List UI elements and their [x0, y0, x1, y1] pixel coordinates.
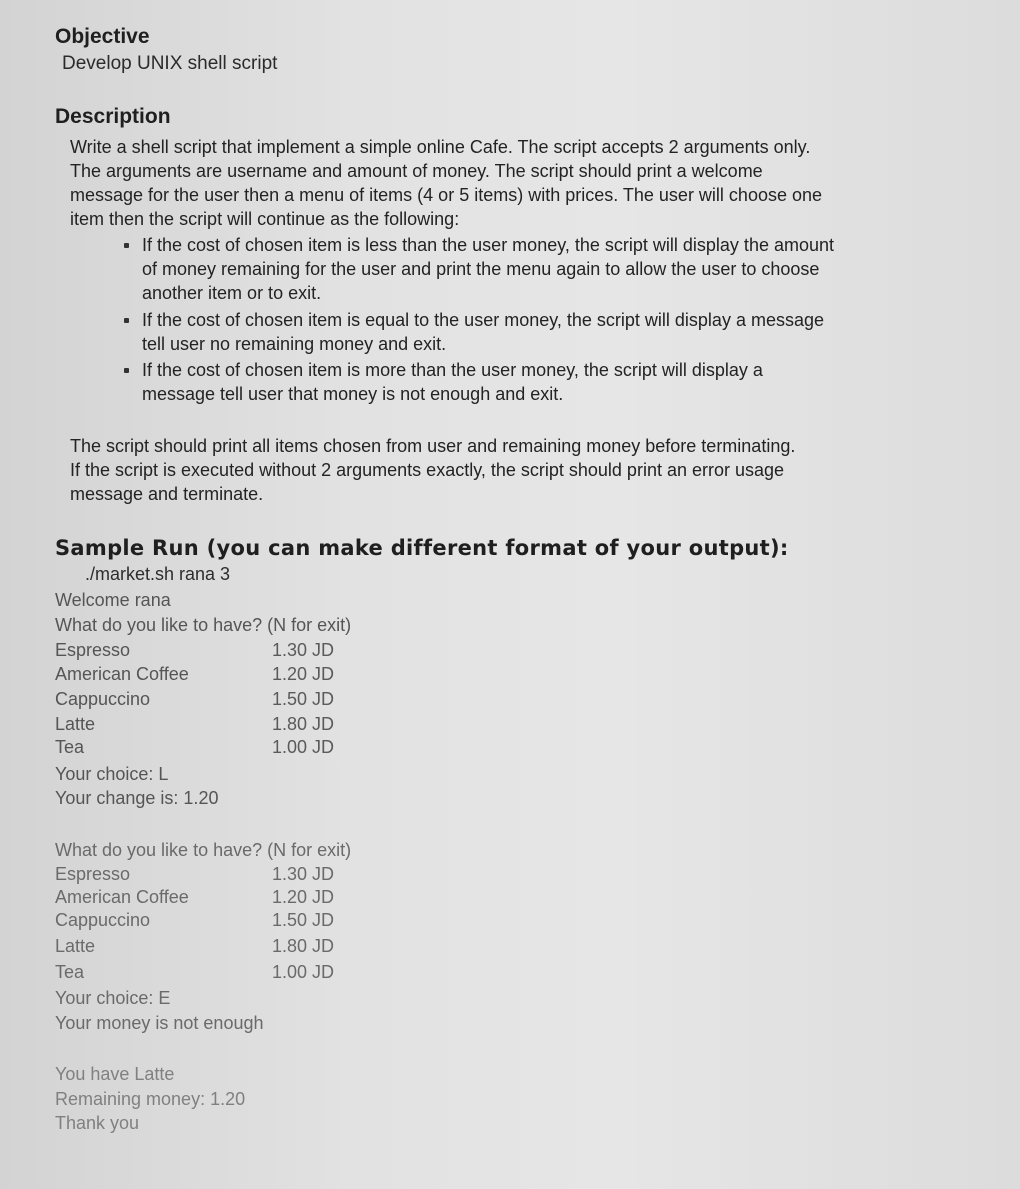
bullet-line: another item or to exit. — [142, 283, 322, 303]
sample-run-title: Sample Run (you can make different format of your output): — [55, 536, 789, 560]
menu-item-price: 1.30 JD — [272, 640, 335, 660]
menu-item-price: 1.50 JD — [272, 689, 335, 709]
prompt-line: What do you like to have? (N for exit) — [55, 840, 352, 860]
bullet-line: If the cost of chosen item is equal to the user money, the script will display a message — [142, 310, 824, 330]
menu-item-name: Tea — [55, 737, 85, 757]
menu-item-price: 1.00 JD — [272, 737, 335, 757]
menu-item-price: 1.20 JD — [272, 887, 335, 907]
description-line: The arguments are username and amount of money. The script should print a welcome — [70, 161, 763, 181]
menu-item-name: American Coffee — [55, 887, 189, 907]
bullet-line: of money remaining for the user and print the menu again to allow the user to choose — [142, 259, 820, 279]
closing-line: The script should print all items chosen from user and remaining money before terminating. — [70, 436, 796, 456]
bullet-marker — [124, 243, 129, 248]
description-heading: Description — [55, 105, 171, 128]
have-line: You have Latte — [55, 1064, 175, 1084]
closing-line: If the script is executed without 2 arguments exactly, the script should print an error usage — [70, 460, 785, 480]
description-line: message for the user then a menu of items (4 or 5 items) with prices. The user will choose one — [70, 185, 823, 205]
remaining-line: Remaining money: 1.20 — [55, 1089, 246, 1109]
bullet-line: If the cost of chosen item is more than the user money, the script will display a — [142, 360, 763, 380]
menu-item-price: 1.00 JD — [272, 962, 335, 982]
menu-item-name: Espresso — [55, 864, 131, 884]
choice-line: Your choice: L — [55, 764, 169, 784]
objective-heading: Objective — [55, 25, 150, 48]
menu-item-name: Cappuccino — [55, 910, 151, 930]
not-enough-line: Your money is not enough — [55, 1013, 264, 1033]
bullet-line: tell user no remaining money and exit. — [142, 334, 447, 354]
menu-item-price: 1.50 JD — [272, 910, 335, 930]
bullet-marker — [124, 368, 129, 373]
description-line: Write a shell script that implement a simple online Cafe. The script accepts 2 arguments only. — [70, 137, 811, 157]
menu-item-name: Latte — [55, 936, 96, 956]
thanks-line: Thank you — [55, 1113, 140, 1133]
prompt-line: What do you like to have? (N for exit) — [55, 615, 352, 635]
menu-item-name: Latte — [55, 714, 96, 734]
command-line: ./market.sh rana 3 — [85, 564, 231, 584]
menu-item-name: Espresso — [55, 640, 131, 660]
menu-item-price: 1.20 JD — [272, 664, 335, 684]
menu-item-price: 1.80 JD — [272, 936, 335, 956]
description-line: item then the script will continue as the following: — [70, 209, 460, 229]
objective-text: Develop UNIX shell script — [62, 53, 278, 74]
menu-item-price: 1.80 JD — [272, 714, 335, 734]
choice-line: Your choice: E — [55, 988, 171, 1008]
bullet-marker — [124, 318, 129, 323]
change-line: Your change is: 1.20 — [55, 788, 219, 808]
menu-item-name: Tea — [55, 962, 85, 982]
welcome-line: Welcome rana — [55, 590, 171, 610]
bullet-line: message tell user that money is not enough and exit. — [142, 384, 564, 404]
closing-line: message and terminate. — [70, 484, 264, 504]
bullet-line: If the cost of chosen item is less than the user money, the script will display the amount — [142, 235, 834, 255]
menu-item-name: Cappuccino — [55, 689, 151, 709]
menu-item-name: American Coffee — [55, 664, 189, 684]
menu-item-price: 1.30 JD — [272, 864, 335, 884]
